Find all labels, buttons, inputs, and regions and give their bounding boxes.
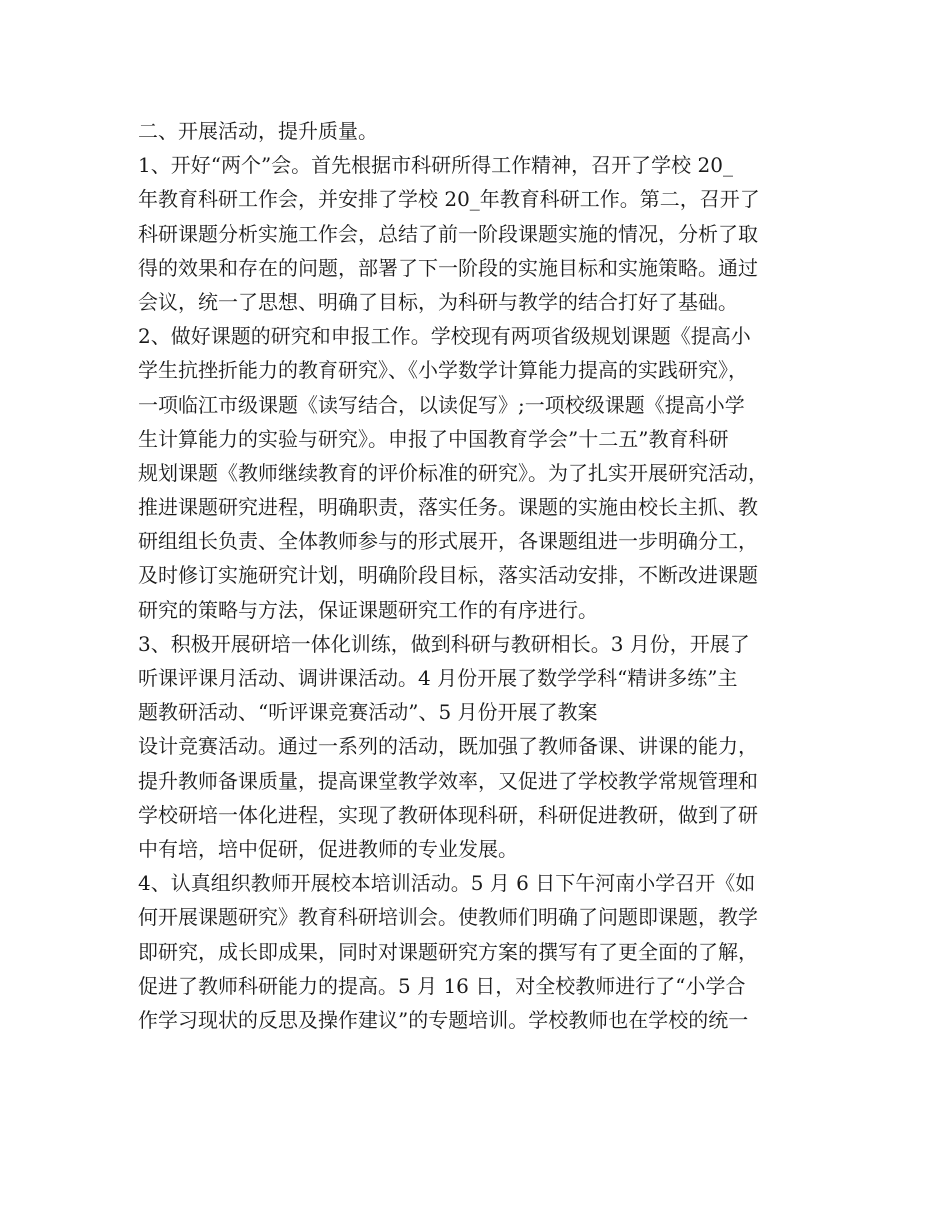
text-line: 科研课题分析实施工作会，总结了前一阶段课题实施的情况，分析了取 — [138, 221, 758, 246]
text-line: 会议，统一了思想、明确了目标，为科研与教学的结合打好了基础。 — [138, 289, 738, 314]
text-line: 得的效果和存在的问题，部署了下一阶段的实施目标和实施策略。通过 — [138, 255, 758, 280]
text-line: 3、积极开展研培一体化训练，做到科研与教研相长。3 月份，开展了 — [138, 631, 750, 656]
section-heading: 二、开展活动，提升质量。 — [138, 119, 378, 143]
text-line: 一项临江市级课题《读写结合，以读促写》;一项校级课题《提高小学 — [138, 392, 745, 417]
text-line: 题教研活动、“听评课竞赛活动”、5 月份开展了教案 — [138, 700, 598, 725]
text-line: 中有培，培中促研，促进教师的专业发展。 — [138, 836, 518, 861]
text-line: 4、认真组织教师开展校本培训活动。5 月 6 日下午河南小学召开《如 — [138, 871, 756, 896]
document-body — [138, 114, 828, 1037]
text-line: 学校研培一体化进程，实现了教研体现科研，科研促进教研，做到了研 — [138, 802, 758, 827]
text-line: 及时修订实施研究计划，明确阶段目标，落实活动安排，不断改进课题 — [138, 563, 758, 588]
text-line: 推进课题研究进程，明确职责，落实任务。课题的实施由校长主抓、教 — [138, 495, 758, 520]
text-line: 促进了教师科研能力的提高。5 月 16 日，对全校教师进行了“小学合 — [138, 973, 746, 998]
text-line: 2、做好课题的研究和申报工作。学校现有两项省级规划课题《提高小 — [138, 324, 751, 349]
text-line: 作学习现状的反思及操作建议”的专题培训。学校教师也在学校的统一 — [138, 1007, 749, 1032]
text-line: 年教育科研工作会，并安排了学校 20_年教育科研工作。第二，召开了 — [138, 187, 760, 212]
text-line: 研究的策略与方法，保证课题研究工作的有序进行。 — [138, 597, 598, 622]
text-line: 生计算能力的实验与研究》。申报了中国教育学会”十二五”教育科研 — [138, 426, 729, 451]
text-line: 规划课题《教师继续教育的评价标准的研究》。为了扎实开展研究活动， — [138, 460, 768, 485]
text-line: 提升教师备课质量，提高课堂教学效率，又促进了学校教学常规管理和 — [138, 768, 758, 793]
text-line: 设计竞赛活动。通过一系列的活动，既加强了教师备课、讲课的能力， — [138, 734, 758, 759]
text-line: 1、开好“两个”会。首先根据市科研所得工作精神，召开了学校 20_ — [138, 153, 733, 178]
text-line: 即研究，成长即成果，同时对课题研究方案的撰写有了更全面的了解， — [138, 939, 758, 964]
text-line: 学生抗挫折能力的教育研究》、《小学数学计算能力提高的实践研究》， — [138, 358, 748, 383]
text-line: 研组组长负责、全体教师参与的形式展开，各课题组进一步明确分工， — [138, 529, 758, 554]
text-line: 听课评课月活动、调讲课活动。4 月份开展了数学学科“精讲多练”主 — [138, 666, 738, 690]
text-line: 何开展课题研究》教育科研培训会。使教师们明确了问题即课题，教学 — [138, 905, 758, 930]
